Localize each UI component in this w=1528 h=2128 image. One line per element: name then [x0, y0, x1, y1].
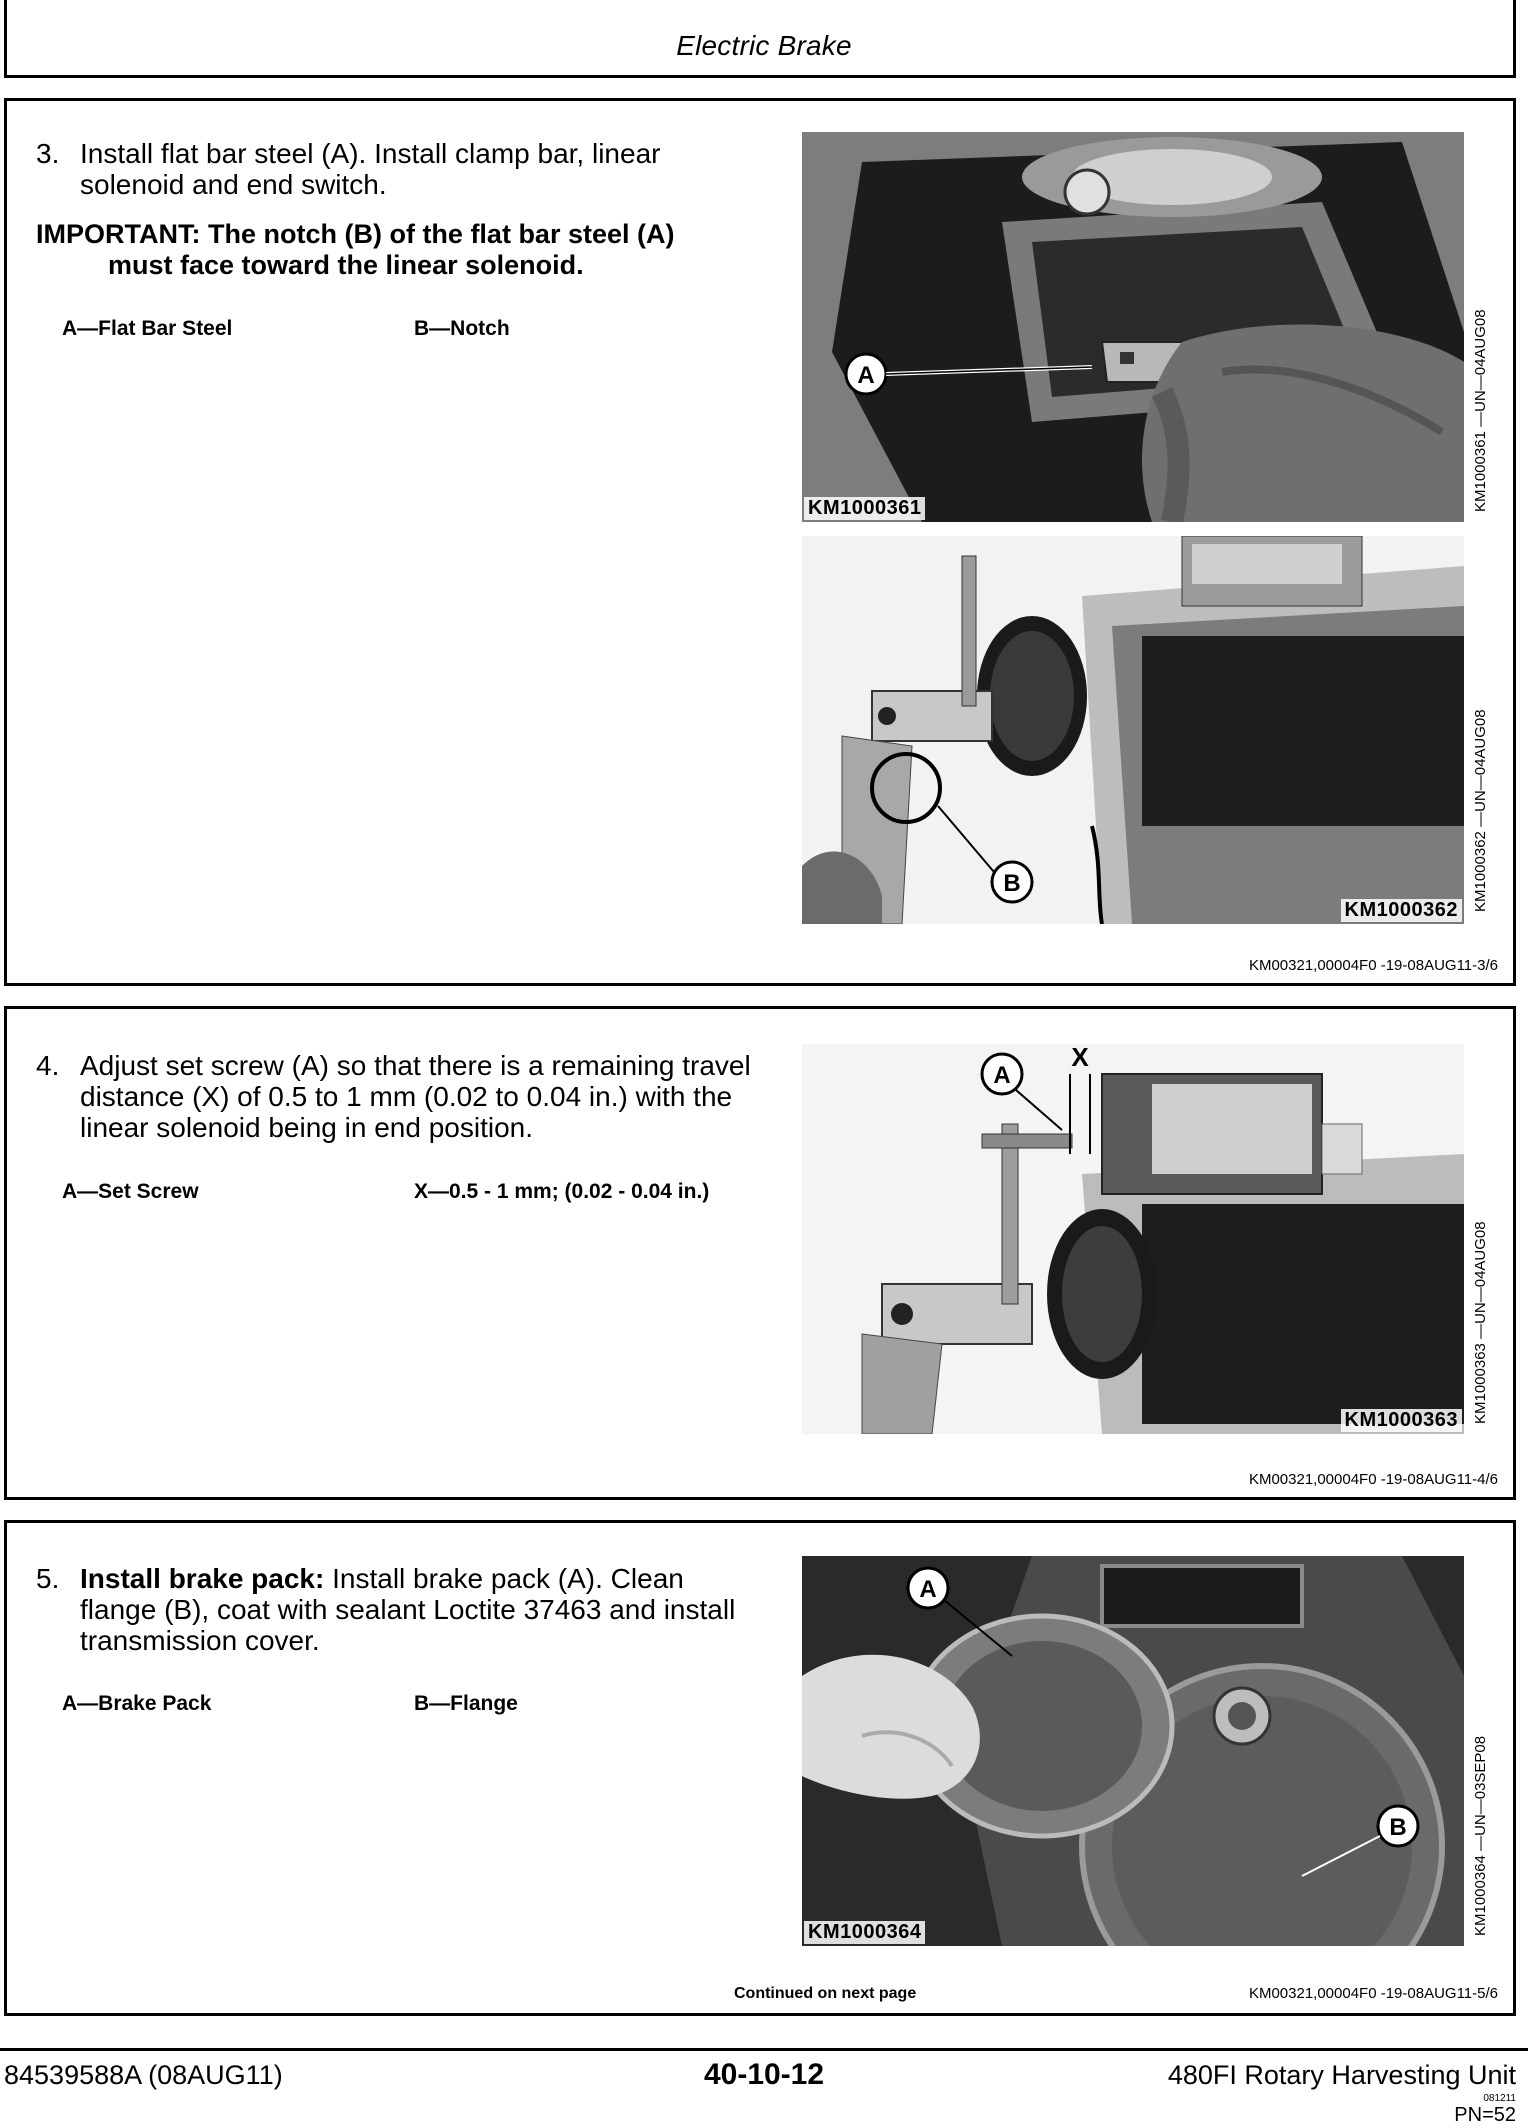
step-5-text: [36, 1563, 796, 1659]
continued-note: Continued on next page: [734, 1985, 917, 2002]
step-line-rest: Install brake pack (A). Clean: [324, 1563, 684, 1594]
important-line: IMPORTANT: The notch (B) of the flat bar steel (A): [36, 219, 675, 249]
footer-pn: PN=52: [1454, 2104, 1516, 2126]
step-line: transmission cover.: [80, 1625, 320, 1656]
photo-brake-pack: [802, 1556, 1464, 1946]
important-note: [36, 219, 796, 283]
legend-item-a: A—Set Screw: [62, 1180, 199, 1203]
callout-a-label: A: [919, 1576, 937, 1603]
image-code-label: KM1000361: [804, 497, 925, 520]
page-header-title: Electric Brake: [676, 30, 852, 61]
photo-notch-solenoid: [802, 536, 1464, 924]
callout-b-label: B: [1389, 1814, 1407, 1841]
step-line: distance (X) of 0.5 to 1 mm (0.02 to 0.04 in.) with the: [80, 1081, 733, 1112]
footer-page-number: 40-10-12: [703, 2058, 825, 2091]
legend-item-x: X—0.5 - 1 mm; (0.02 - 0.04 in.): [414, 1180, 710, 1203]
callout-a-label: A: [993, 1062, 1011, 1089]
legend-item-a: A—Brake Pack: [62, 1692, 212, 1715]
image-vertical-code: KM1000362 —UN—04AUG08: [1472, 709, 1489, 912]
step-number: 4.: [36, 1050, 60, 1081]
image-code-label: KM1000363: [1341, 1409, 1462, 1432]
footer-product-name: 480FI Rotary Harvesting Unit: [1167, 2060, 1516, 2090]
image-code-label: KM1000362: [1341, 899, 1462, 922]
step-4-text: [36, 1050, 796, 1146]
legend-item-b: B—Flange: [414, 1692, 518, 1715]
legend-item-b: B—Notch: [414, 317, 510, 340]
doc-reference-id: KM00321,00004F0 -19-08AUG11-3/6: [1248, 957, 1498, 974]
callout-a-label: A: [857, 362, 875, 389]
important-line: must face toward the linear solenoid.: [108, 250, 584, 280]
step-line: flange (B), coat with sealant Loctite 37463 and install: [80, 1594, 736, 1625]
image-vertical-code: KM1000361 —UN—04AUG08: [1472, 309, 1489, 512]
image-vertical-code: KM1000363 —UN—04AUG08: [1472, 1221, 1489, 1424]
step-line: Adjust set screw (A) so that there is a remaining travel: [80, 1050, 751, 1081]
step-line: linear solenoid being in end position.: [80, 1112, 533, 1143]
step-bold-lead: Install brake pack:: [80, 1563, 325, 1594]
photo-set-screw: [802, 1044, 1464, 1434]
legend-item-a: A—Flat Bar Steel: [62, 317, 233, 340]
doc-reference-id: KM00321,00004F0 -19-08AUG11-5/6: [1248, 1985, 1498, 2002]
footer-divider: [0, 2048, 1528, 2051]
photo-flat-bar-steel: [802, 132, 1464, 522]
callout-x-label: X: [1071, 1044, 1089, 1072]
step-number: 3.: [36, 138, 60, 169]
step-line: [80, 1563, 684, 1594]
image-code-label: KM1000364: [804, 1921, 925, 1944]
step-line: Install flat bar steel (A). Install clamp bar, linear: [80, 138, 661, 169]
doc-reference-id: KM00321,00004F0 -19-08AUG11-4/6: [1248, 1471, 1498, 1488]
step-line: solenoid and end switch.: [80, 169, 387, 200]
image-vertical-code: KM1000364 —UN—03SEP08: [1472, 1735, 1489, 1936]
footer-doc-number: 84539588A (08AUG11): [4, 2060, 283, 2090]
footer-small-code: 081211: [1483, 2093, 1516, 2104]
step-3-text: [36, 138, 796, 202]
step-number: 5.: [36, 1563, 60, 1594]
callout-b-label: B: [1003, 870, 1021, 897]
